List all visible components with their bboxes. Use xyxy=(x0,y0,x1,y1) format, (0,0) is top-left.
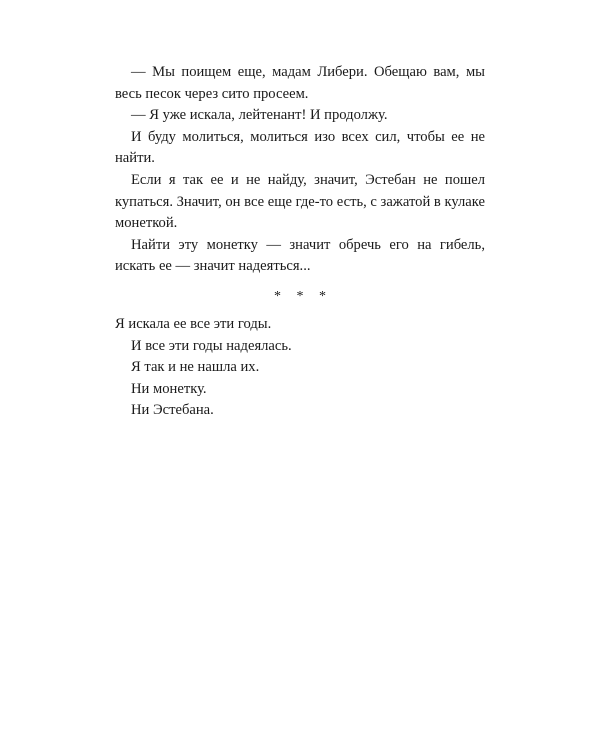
page-text-block xyxy=(115,62,485,422)
paragraph: Ни Эстебана. xyxy=(131,402,214,419)
paragraph: Найти эту монетку — значит обречь его на гибель, искать ее — значит надеяться... xyxy=(115,236,485,275)
dialogue-paragraph: — Мы поищем еще, мадам Либери. Обещаю вам, мы весь песок через сито просеем. xyxy=(115,64,485,102)
paragraph: И все эти годы надеялась. xyxy=(131,337,292,354)
text-section-1 xyxy=(115,62,485,278)
paragraph: Я искала ее все эти годы. xyxy=(115,315,272,332)
section-separator: * * * xyxy=(274,288,332,304)
paragraph: И буду молиться, молиться изо всех сил, чтобы ее не найти. xyxy=(115,128,485,167)
paragraph: Я так и не нашла их. xyxy=(131,359,260,376)
dialogue-paragraph: — Я уже искала, лейтенант! И продолжу. xyxy=(131,107,388,124)
text-section-2 xyxy=(115,314,485,422)
paragraph: Если я так ее и не найду, значит, Эстебан не пошел купаться. Значит, он все еще где-то есть, с зажатой в кулаке монеткой. xyxy=(115,171,485,232)
paragraph: Ни монетку. xyxy=(131,380,207,397)
